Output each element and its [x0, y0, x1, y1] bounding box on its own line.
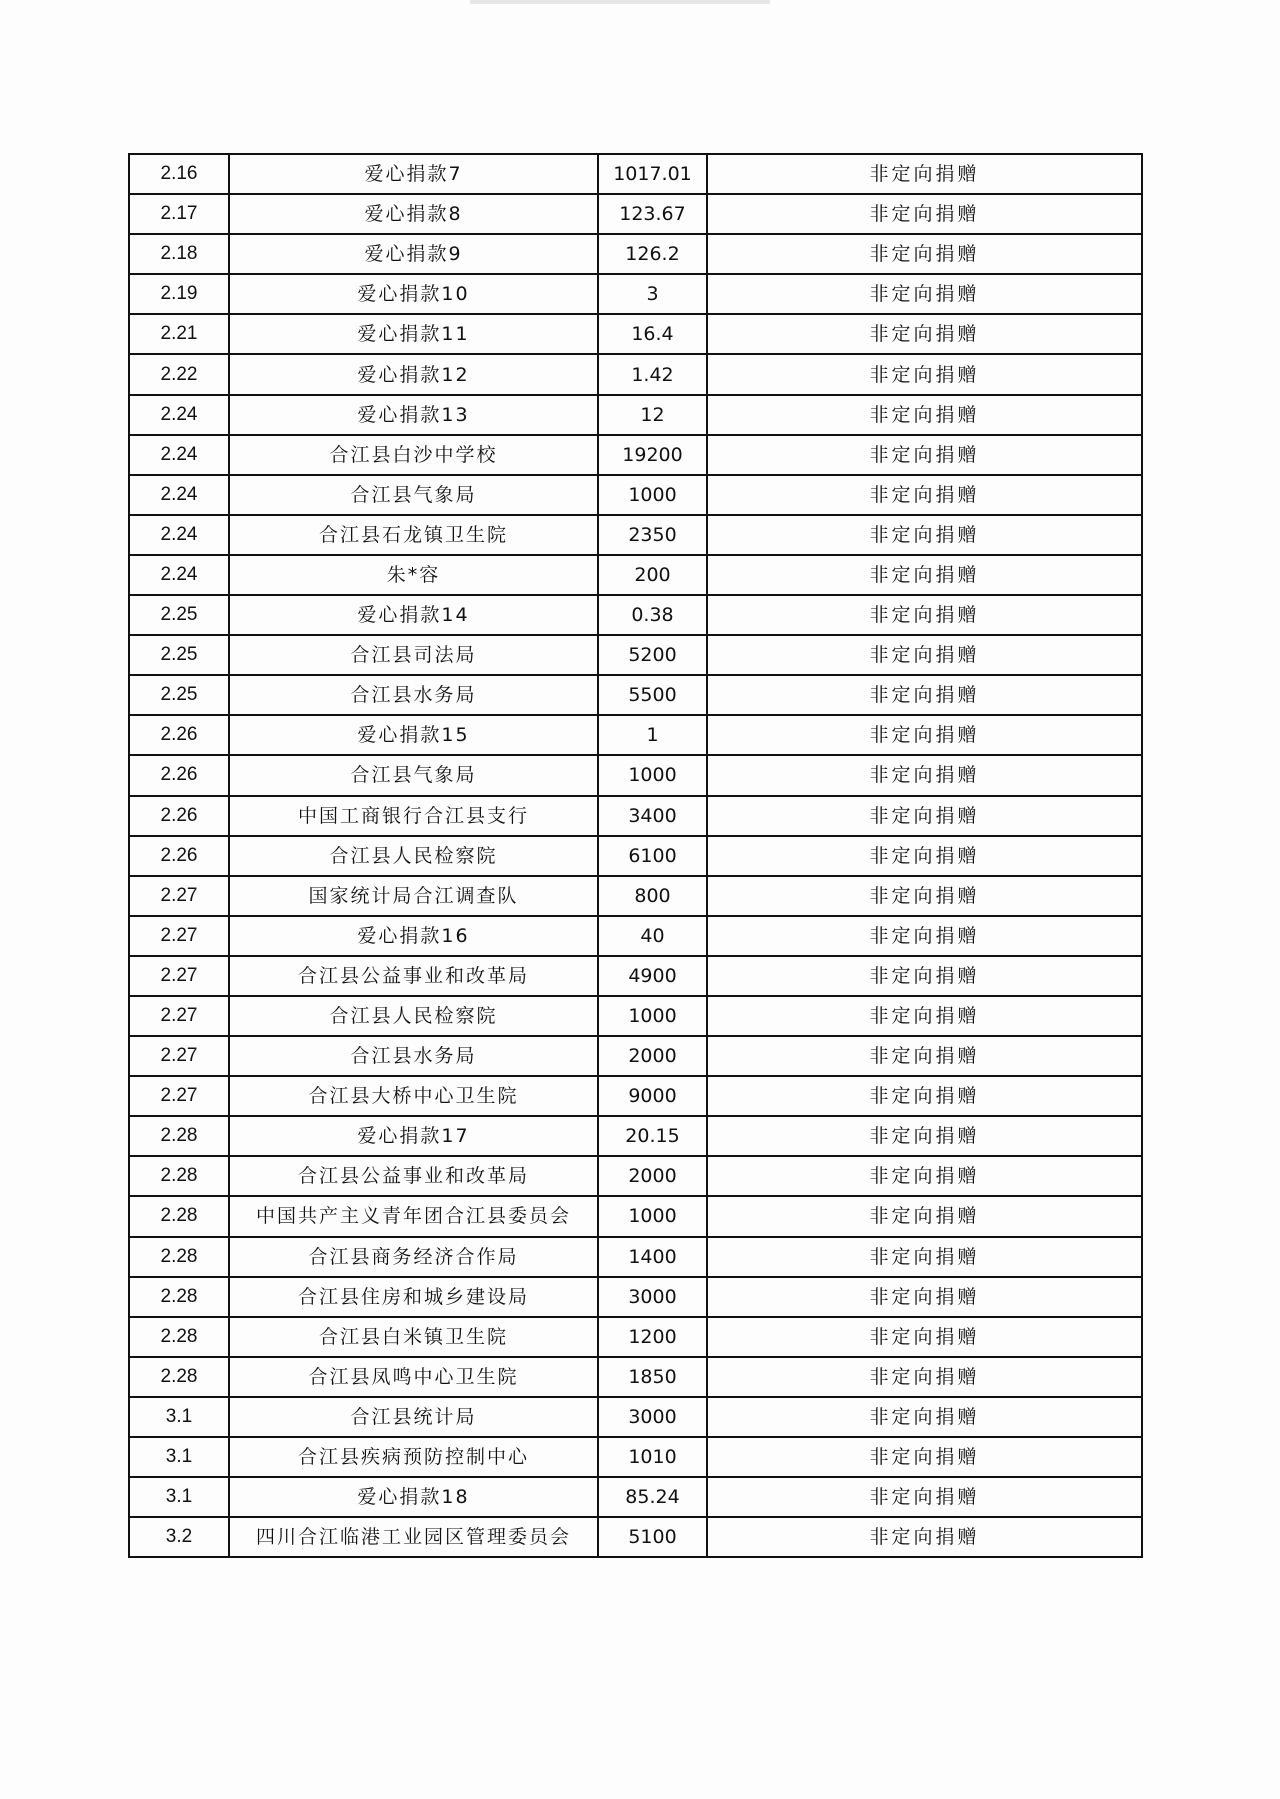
- table-row: [129, 515, 1142, 555]
- type-cell: 非定向捐赠: [707, 395, 1142, 435]
- type-cell: 非定向捐赠: [707, 154, 1142, 194]
- table-row: [129, 715, 1142, 755]
- amount-cell: 3400: [598, 796, 707, 836]
- type-cell: 非定向捐赠: [707, 314, 1142, 354]
- date-cell: 2.25: [129, 635, 229, 675]
- type-cell: 非定向捐赠: [707, 1277, 1142, 1317]
- table-row: [129, 796, 1142, 836]
- table-row: [129, 1477, 1142, 1517]
- amount-cell: 2000: [598, 1156, 707, 1196]
- amount-cell: 20.15: [598, 1116, 707, 1156]
- amount-cell: 3000: [598, 1397, 707, 1437]
- date-cell: 2.24: [129, 475, 229, 515]
- table-row: [129, 996, 1142, 1036]
- donor-cell: 爱心捐款7: [229, 154, 598, 194]
- donor-cell: 合江县气象局: [229, 475, 598, 515]
- date-cell: 2.27: [129, 876, 229, 916]
- amount-cell: 3000: [598, 1277, 707, 1317]
- amount-cell: 1000: [598, 755, 707, 795]
- type-cell: 非定向捐赠: [707, 1357, 1142, 1397]
- type-cell: 非定向捐赠: [707, 274, 1142, 314]
- table-row: [129, 354, 1142, 394]
- type-cell: 非定向捐赠: [707, 1116, 1142, 1156]
- table-row: [129, 435, 1142, 475]
- type-cell: 非定向捐赠: [707, 515, 1142, 555]
- table-row: [129, 1277, 1142, 1317]
- date-cell: 2.19: [129, 274, 229, 314]
- amount-cell: 1010: [598, 1437, 707, 1477]
- amount-cell: 1: [598, 715, 707, 755]
- type-cell: 非定向捐赠: [707, 435, 1142, 475]
- donor-cell: 爱心捐款11: [229, 314, 598, 354]
- donor-cell: 国家统计局合江调查队: [229, 876, 598, 916]
- donor-cell: 爱心捐款14: [229, 595, 598, 635]
- scan-artifact: [470, 0, 770, 4]
- amount-cell: 5100: [598, 1517, 707, 1557]
- donation-table: [128, 153, 1143, 1558]
- table-row: [129, 1196, 1142, 1236]
- donor-cell: 合江县住房和城乡建设局: [229, 1277, 598, 1317]
- donor-cell: 爱心捐款13: [229, 395, 598, 435]
- donor-cell: 合江县人民检察院: [229, 996, 598, 1036]
- table-row: [129, 876, 1142, 916]
- donor-cell: 合江县司法局: [229, 635, 598, 675]
- table-row: [129, 274, 1142, 314]
- table-row: [129, 595, 1142, 635]
- amount-cell: 1000: [598, 475, 707, 515]
- type-cell: 非定向捐赠: [707, 635, 1142, 675]
- donor-cell: 合江县大桥中心卫生院: [229, 1076, 598, 1116]
- donor-cell: 爱心捐款9: [229, 234, 598, 274]
- amount-cell: 85.24: [598, 1477, 707, 1517]
- donor-cell: 合江县石龙镇卫生院: [229, 515, 598, 555]
- amount-cell: 0.38: [598, 595, 707, 635]
- type-cell: 非定向捐赠: [707, 1156, 1142, 1196]
- date-cell: 2.25: [129, 675, 229, 715]
- amount-cell: 9000: [598, 1076, 707, 1116]
- table-row: [129, 1357, 1142, 1397]
- date-cell: 3.1: [129, 1477, 229, 1517]
- date-cell: 2.27: [129, 996, 229, 1036]
- amount-cell: 800: [598, 876, 707, 916]
- date-cell: 2.28: [129, 1277, 229, 1317]
- date-cell: 3.1: [129, 1437, 229, 1477]
- amount-cell: 6100: [598, 836, 707, 876]
- date-cell: 2.28: [129, 1237, 229, 1277]
- donor-cell: 爱心捐款15: [229, 715, 598, 755]
- type-cell: 非定向捐赠: [707, 1517, 1142, 1557]
- date-cell: 2.26: [129, 836, 229, 876]
- amount-cell: 1000: [598, 996, 707, 1036]
- type-cell: 非定向捐赠: [707, 595, 1142, 635]
- table-row: [129, 755, 1142, 795]
- amount-cell: 12: [598, 395, 707, 435]
- donor-cell: 合江县公益事业和改革局: [229, 956, 598, 996]
- donor-cell: 爱心捐款16: [229, 916, 598, 956]
- amount-cell: 4900: [598, 956, 707, 996]
- date-cell: 2.24: [129, 515, 229, 555]
- type-cell: 非定向捐赠: [707, 755, 1142, 795]
- type-cell: 非定向捐赠: [707, 836, 1142, 876]
- date-cell: 2.27: [129, 1076, 229, 1116]
- table-row: [129, 314, 1142, 354]
- donor-cell: 合江县水务局: [229, 675, 598, 715]
- type-cell: 非定向捐赠: [707, 715, 1142, 755]
- type-cell: 非定向捐赠: [707, 1076, 1142, 1116]
- date-cell: 2.27: [129, 956, 229, 996]
- date-cell: 2.28: [129, 1196, 229, 1236]
- date-cell: 2.21: [129, 314, 229, 354]
- donor-cell: 合江县商务经济合作局: [229, 1237, 598, 1277]
- table-row: [129, 234, 1142, 274]
- date-cell: 2.26: [129, 755, 229, 795]
- table-row: [129, 1237, 1142, 1277]
- type-cell: 非定向捐赠: [707, 1196, 1142, 1236]
- date-cell: 2.16: [129, 154, 229, 194]
- table-row: [129, 194, 1142, 234]
- type-cell: 非定向捐赠: [707, 234, 1142, 274]
- amount-cell: 200: [598, 555, 707, 595]
- amount-cell: 1017.01: [598, 154, 707, 194]
- type-cell: 非定向捐赠: [707, 1237, 1142, 1277]
- donor-cell: 爱心捐款18: [229, 1477, 598, 1517]
- date-cell: 2.26: [129, 796, 229, 836]
- date-cell: 2.24: [129, 555, 229, 595]
- type-cell: 非定向捐赠: [707, 876, 1142, 916]
- table-row: [129, 1156, 1142, 1196]
- table-row: [129, 475, 1142, 515]
- donor-cell: 爱心捐款8: [229, 194, 598, 234]
- donor-cell: 朱*容: [229, 555, 598, 595]
- date-cell: 2.18: [129, 234, 229, 274]
- table-row: [129, 1116, 1142, 1156]
- type-cell: 非定向捐赠: [707, 916, 1142, 956]
- type-cell: 非定向捐赠: [707, 475, 1142, 515]
- date-cell: 2.26: [129, 715, 229, 755]
- amount-cell: 3: [598, 274, 707, 314]
- table-row: [129, 1437, 1142, 1477]
- donor-cell: 合江县气象局: [229, 755, 598, 795]
- donor-cell: 中国共产主义青年团合江县委员会: [229, 1196, 598, 1236]
- date-cell: 2.22: [129, 354, 229, 394]
- date-cell: 3.1: [129, 1397, 229, 1437]
- type-cell: 非定向捐赠: [707, 194, 1142, 234]
- table-row: [129, 675, 1142, 715]
- type-cell: 非定向捐赠: [707, 1397, 1142, 1437]
- amount-cell: 1400: [598, 1237, 707, 1277]
- amount-cell: 5500: [598, 675, 707, 715]
- table-row: [129, 555, 1142, 595]
- table-row: [129, 635, 1142, 675]
- amount-cell: 16.4: [598, 314, 707, 354]
- date-cell: 2.28: [129, 1317, 229, 1357]
- donor-cell: 合江县白沙中学校: [229, 435, 598, 475]
- table-row: [129, 1076, 1142, 1116]
- amount-cell: 2350: [598, 515, 707, 555]
- type-cell: 非定向捐赠: [707, 1477, 1142, 1517]
- date-cell: 2.24: [129, 395, 229, 435]
- amount-cell: 2000: [598, 1036, 707, 1076]
- donor-cell: 爱心捐款10: [229, 274, 598, 314]
- donor-cell: 合江县统计局: [229, 1397, 598, 1437]
- type-cell: 非定向捐赠: [707, 555, 1142, 595]
- type-cell: 非定向捐赠: [707, 796, 1142, 836]
- date-cell: 2.17: [129, 194, 229, 234]
- date-cell: 2.24: [129, 435, 229, 475]
- donor-cell: 合江县凤鸣中心卫生院: [229, 1357, 598, 1397]
- amount-cell: 40: [598, 916, 707, 956]
- donor-cell: 爱心捐款12: [229, 354, 598, 394]
- table-row: [129, 1317, 1142, 1357]
- type-cell: 非定向捐赠: [707, 1036, 1142, 1076]
- amount-cell: 19200: [598, 435, 707, 475]
- amount-cell: 1850: [598, 1357, 707, 1397]
- donor-cell: 合江县白米镇卫生院: [229, 1317, 598, 1357]
- date-cell: 2.25: [129, 595, 229, 635]
- donor-cell: 合江县疾病预防控制中心: [229, 1437, 598, 1477]
- table-row: [129, 1397, 1142, 1437]
- amount-cell: 126.2: [598, 234, 707, 274]
- table-row: [129, 956, 1142, 996]
- type-cell: 非定向捐赠: [707, 956, 1142, 996]
- type-cell: 非定向捐赠: [707, 996, 1142, 1036]
- amount-cell: 5200: [598, 635, 707, 675]
- table-row: [129, 916, 1142, 956]
- donor-cell: 中国工商银行合江县支行: [229, 796, 598, 836]
- date-cell: 2.27: [129, 916, 229, 956]
- table-row: [129, 1517, 1142, 1557]
- donor-cell: 爱心捐款17: [229, 1116, 598, 1156]
- type-cell: 非定向捐赠: [707, 1437, 1142, 1477]
- table-row: [129, 1036, 1142, 1076]
- amount-cell: 1000: [598, 1196, 707, 1236]
- type-cell: 非定向捐赠: [707, 675, 1142, 715]
- date-cell: 3.2: [129, 1517, 229, 1557]
- table-row: [129, 836, 1142, 876]
- amount-cell: 123.67: [598, 194, 707, 234]
- type-cell: 非定向捐赠: [707, 354, 1142, 394]
- donor-cell: 合江县水务局: [229, 1036, 598, 1076]
- table-row: [129, 395, 1142, 435]
- amount-cell: 1200: [598, 1317, 707, 1357]
- donor-cell: 合江县公益事业和改革局: [229, 1156, 598, 1196]
- donor-cell: 四川合江临港工业园区管理委员会: [229, 1517, 598, 1557]
- date-cell: 2.27: [129, 1036, 229, 1076]
- date-cell: 2.28: [129, 1116, 229, 1156]
- type-cell: 非定向捐赠: [707, 1317, 1142, 1357]
- table-row: [129, 154, 1142, 194]
- date-cell: 2.28: [129, 1357, 229, 1397]
- donor-cell: 合江县人民检察院: [229, 836, 598, 876]
- date-cell: 2.28: [129, 1156, 229, 1196]
- amount-cell: 1.42: [598, 354, 707, 394]
